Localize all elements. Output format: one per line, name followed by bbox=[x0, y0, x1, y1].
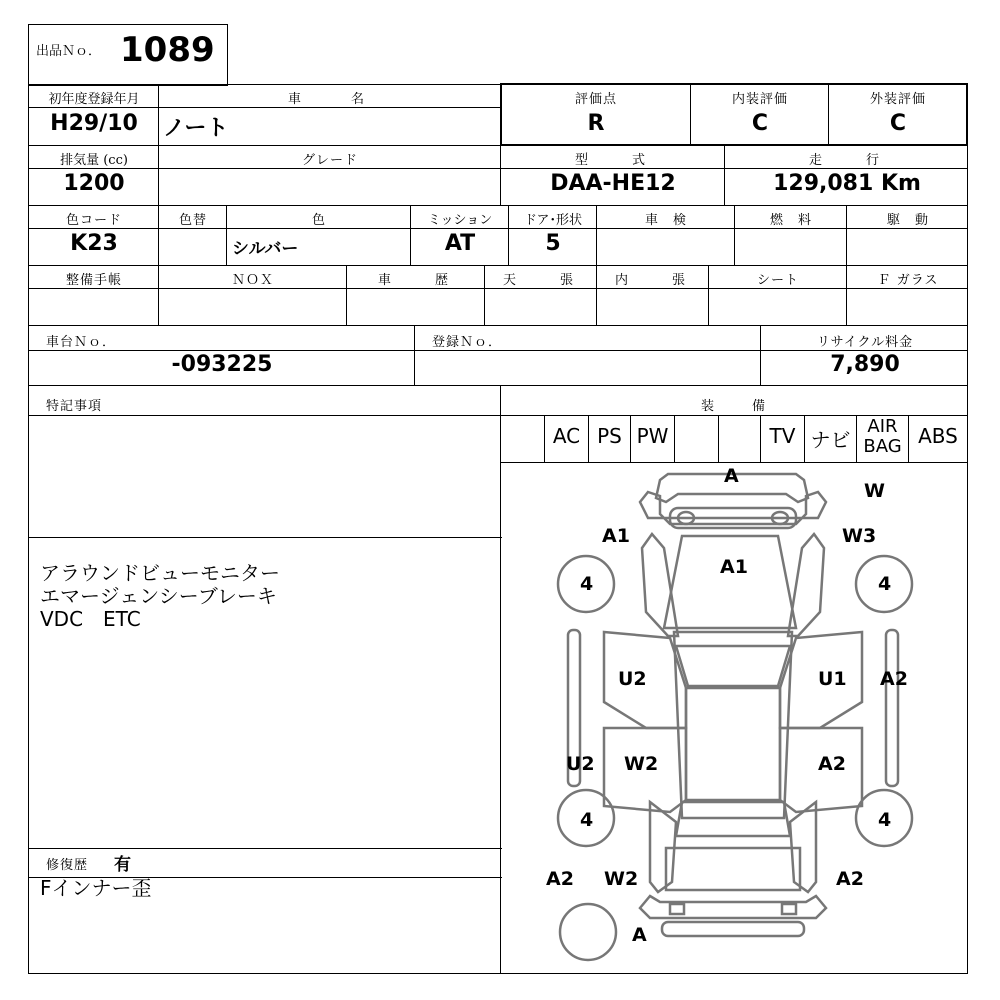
left-front-door-mark: U2 bbox=[618, 668, 647, 690]
interior-grade-label: 内装評価 bbox=[731, 92, 788, 107]
hood-mark: A1 bbox=[720, 556, 748, 578]
fuel-label: 燃 料 bbox=[769, 213, 812, 228]
registration-value: H29/10 bbox=[50, 111, 138, 136]
car-name-label: 車 名 bbox=[287, 92, 372, 107]
rule bbox=[158, 145, 159, 205]
windshield-outline bbox=[676, 646, 790, 686]
rule bbox=[484, 265, 485, 325]
rule bbox=[718, 415, 719, 462]
lot-number: 1089 bbox=[120, 30, 215, 70]
seat-label: シート bbox=[756, 273, 799, 288]
spare-tire-outline bbox=[560, 904, 616, 960]
lot-label: 出品Ｎｏ． bbox=[36, 44, 102, 59]
right-side-step bbox=[886, 630, 898, 786]
equipment-ps: PS bbox=[597, 424, 622, 448]
front-bumper-mark: A bbox=[724, 465, 739, 487]
model-label: 型 式 bbox=[574, 153, 651, 168]
front-right-tire-mark: 4 bbox=[878, 573, 892, 595]
rule bbox=[708, 265, 709, 325]
color-label: 色 bbox=[311, 213, 326, 228]
nox-label: ＮＯＸ bbox=[231, 273, 274, 288]
rule bbox=[28, 385, 968, 386]
displacement-label: 排気量 (cc) bbox=[60, 153, 128, 168]
right-quarter-mark: A2 bbox=[836, 868, 864, 890]
exterior-grade-value: C bbox=[889, 111, 907, 136]
color-code-value: K23 bbox=[70, 231, 118, 256]
chassis-label: 車台Ｎｏ． bbox=[46, 335, 117, 350]
rule bbox=[158, 265, 159, 325]
score-label: 評価点 bbox=[574, 92, 617, 107]
rule bbox=[724, 145, 725, 205]
car-name-value: ノート bbox=[163, 116, 229, 141]
rule bbox=[28, 325, 968, 326]
rule bbox=[828, 84, 829, 145]
inspection-label: 車 検 bbox=[644, 213, 687, 228]
rule bbox=[760, 325, 761, 385]
rule bbox=[28, 350, 968, 351]
rear-bumper-bar bbox=[662, 922, 804, 936]
rear-right-tire-mark: 4 bbox=[878, 809, 892, 831]
repair-history-value: 有 bbox=[114, 855, 131, 875]
equipment-abs: ABS bbox=[918, 424, 958, 448]
rule bbox=[28, 107, 502, 108]
color-value: シルバー bbox=[232, 239, 299, 259]
mission-label: ミッション bbox=[427, 213, 493, 228]
rule bbox=[500, 145, 501, 205]
rule bbox=[508, 205, 509, 265]
model-value: DAA-HE12 bbox=[550, 171, 676, 196]
displacement-value: 1200 bbox=[63, 171, 125, 196]
mileage-value: 129,081 Km bbox=[773, 171, 921, 196]
rule bbox=[690, 84, 691, 145]
rule bbox=[596, 205, 597, 265]
right-rear-door-mark: A2 bbox=[818, 753, 846, 775]
left-fender-mark: A1 bbox=[602, 525, 630, 547]
mileage-label: 走 行 bbox=[808, 153, 885, 168]
rule bbox=[28, 288, 968, 289]
front-glass-label: Ｆ ガラス bbox=[877, 273, 939, 288]
equipment-pw: PW bbox=[636, 424, 669, 448]
hood-outline bbox=[664, 536, 796, 628]
interior-trim-label: 内 張 bbox=[614, 273, 691, 288]
rule bbox=[28, 848, 502, 849]
rule bbox=[414, 325, 415, 385]
registration-number-label: 登録Ｎｏ． bbox=[432, 335, 503, 350]
color-code-label: 色コード bbox=[65, 213, 122, 228]
car-damage-diagram bbox=[500, 462, 966, 972]
repaint-label: 色替 bbox=[178, 213, 207, 228]
registration-label: 初年度登録年月 bbox=[48, 92, 140, 107]
maintenance-book-label: 整備手帳 bbox=[65, 273, 122, 288]
rule bbox=[846, 265, 847, 325]
rear-bumper-outline bbox=[640, 896, 826, 918]
door-value: 5 bbox=[545, 231, 561, 256]
right-fender-mark: W3 bbox=[842, 525, 877, 547]
rule bbox=[28, 537, 502, 538]
front-left-tire-mark: 4 bbox=[580, 573, 594, 595]
repair-history-label: 修復歴 bbox=[46, 858, 89, 873]
rule bbox=[226, 205, 227, 265]
rule bbox=[596, 265, 597, 325]
equipment-tv: TV bbox=[769, 424, 796, 448]
rule bbox=[28, 265, 968, 266]
equipment-label: 装 備 bbox=[700, 399, 769, 414]
score-value: R bbox=[587, 111, 605, 136]
rule bbox=[410, 205, 411, 265]
drive-label: 駆 動 bbox=[886, 213, 929, 228]
rule bbox=[674, 415, 675, 462]
rule bbox=[158, 84, 159, 145]
rule bbox=[846, 205, 847, 265]
repair-notes-text: Fインナー歪 bbox=[40, 876, 152, 900]
grade-label: グレード bbox=[301, 153, 358, 168]
rear-bumper-mark: A bbox=[632, 924, 647, 946]
taillight-left bbox=[670, 904, 684, 914]
rule bbox=[158, 205, 159, 265]
rule bbox=[500, 84, 501, 145]
rear-left-tire-mark: 4 bbox=[580, 809, 594, 831]
chassis-value: -093225 bbox=[171, 352, 273, 377]
mission-value: AT bbox=[444, 231, 476, 256]
recycle-fee-label: リサイクル料金 bbox=[816, 335, 914, 350]
equipment-airbag: AIR BAG bbox=[863, 416, 902, 457]
left-rear-door-mark: W2 bbox=[624, 753, 659, 775]
rule bbox=[734, 205, 735, 265]
history-label: 車 歴 bbox=[377, 273, 454, 288]
windshield-mark: W bbox=[864, 480, 885, 502]
recycle-fee-value: 7,890 bbox=[830, 352, 900, 377]
rule bbox=[346, 265, 347, 325]
rule bbox=[28, 205, 968, 206]
left-step-mark: U2 bbox=[566, 753, 595, 775]
rule bbox=[28, 228, 968, 229]
rear-window-mark: W2 bbox=[604, 868, 639, 890]
equipment-navi: ナビ bbox=[810, 428, 851, 452]
door-label: ドア･形状 bbox=[523, 213, 583, 228]
tailgate-outline bbox=[666, 848, 800, 890]
roof-panel bbox=[686, 688, 780, 800]
right-step-mark: A2 bbox=[880, 668, 908, 690]
exterior-grade-label: 外装評価 bbox=[869, 92, 926, 107]
taillight-right bbox=[782, 904, 796, 914]
rule bbox=[28, 168, 968, 169]
left-quarter-mark: A2 bbox=[546, 868, 574, 890]
cabin-outline bbox=[674, 632, 792, 818]
special-notes-label: 特記事項 bbox=[46, 399, 103, 414]
equipment-ac: AC bbox=[552, 424, 581, 448]
special-notes-text: アラウンドビューモニター エマージェンシーブレーキ VDC ETC bbox=[40, 561, 280, 631]
interior-grade-value: C bbox=[751, 111, 769, 136]
rule bbox=[28, 415, 968, 416]
right-front-door-mark: U1 bbox=[818, 668, 847, 690]
roof-label: 天 張 bbox=[502, 273, 579, 288]
